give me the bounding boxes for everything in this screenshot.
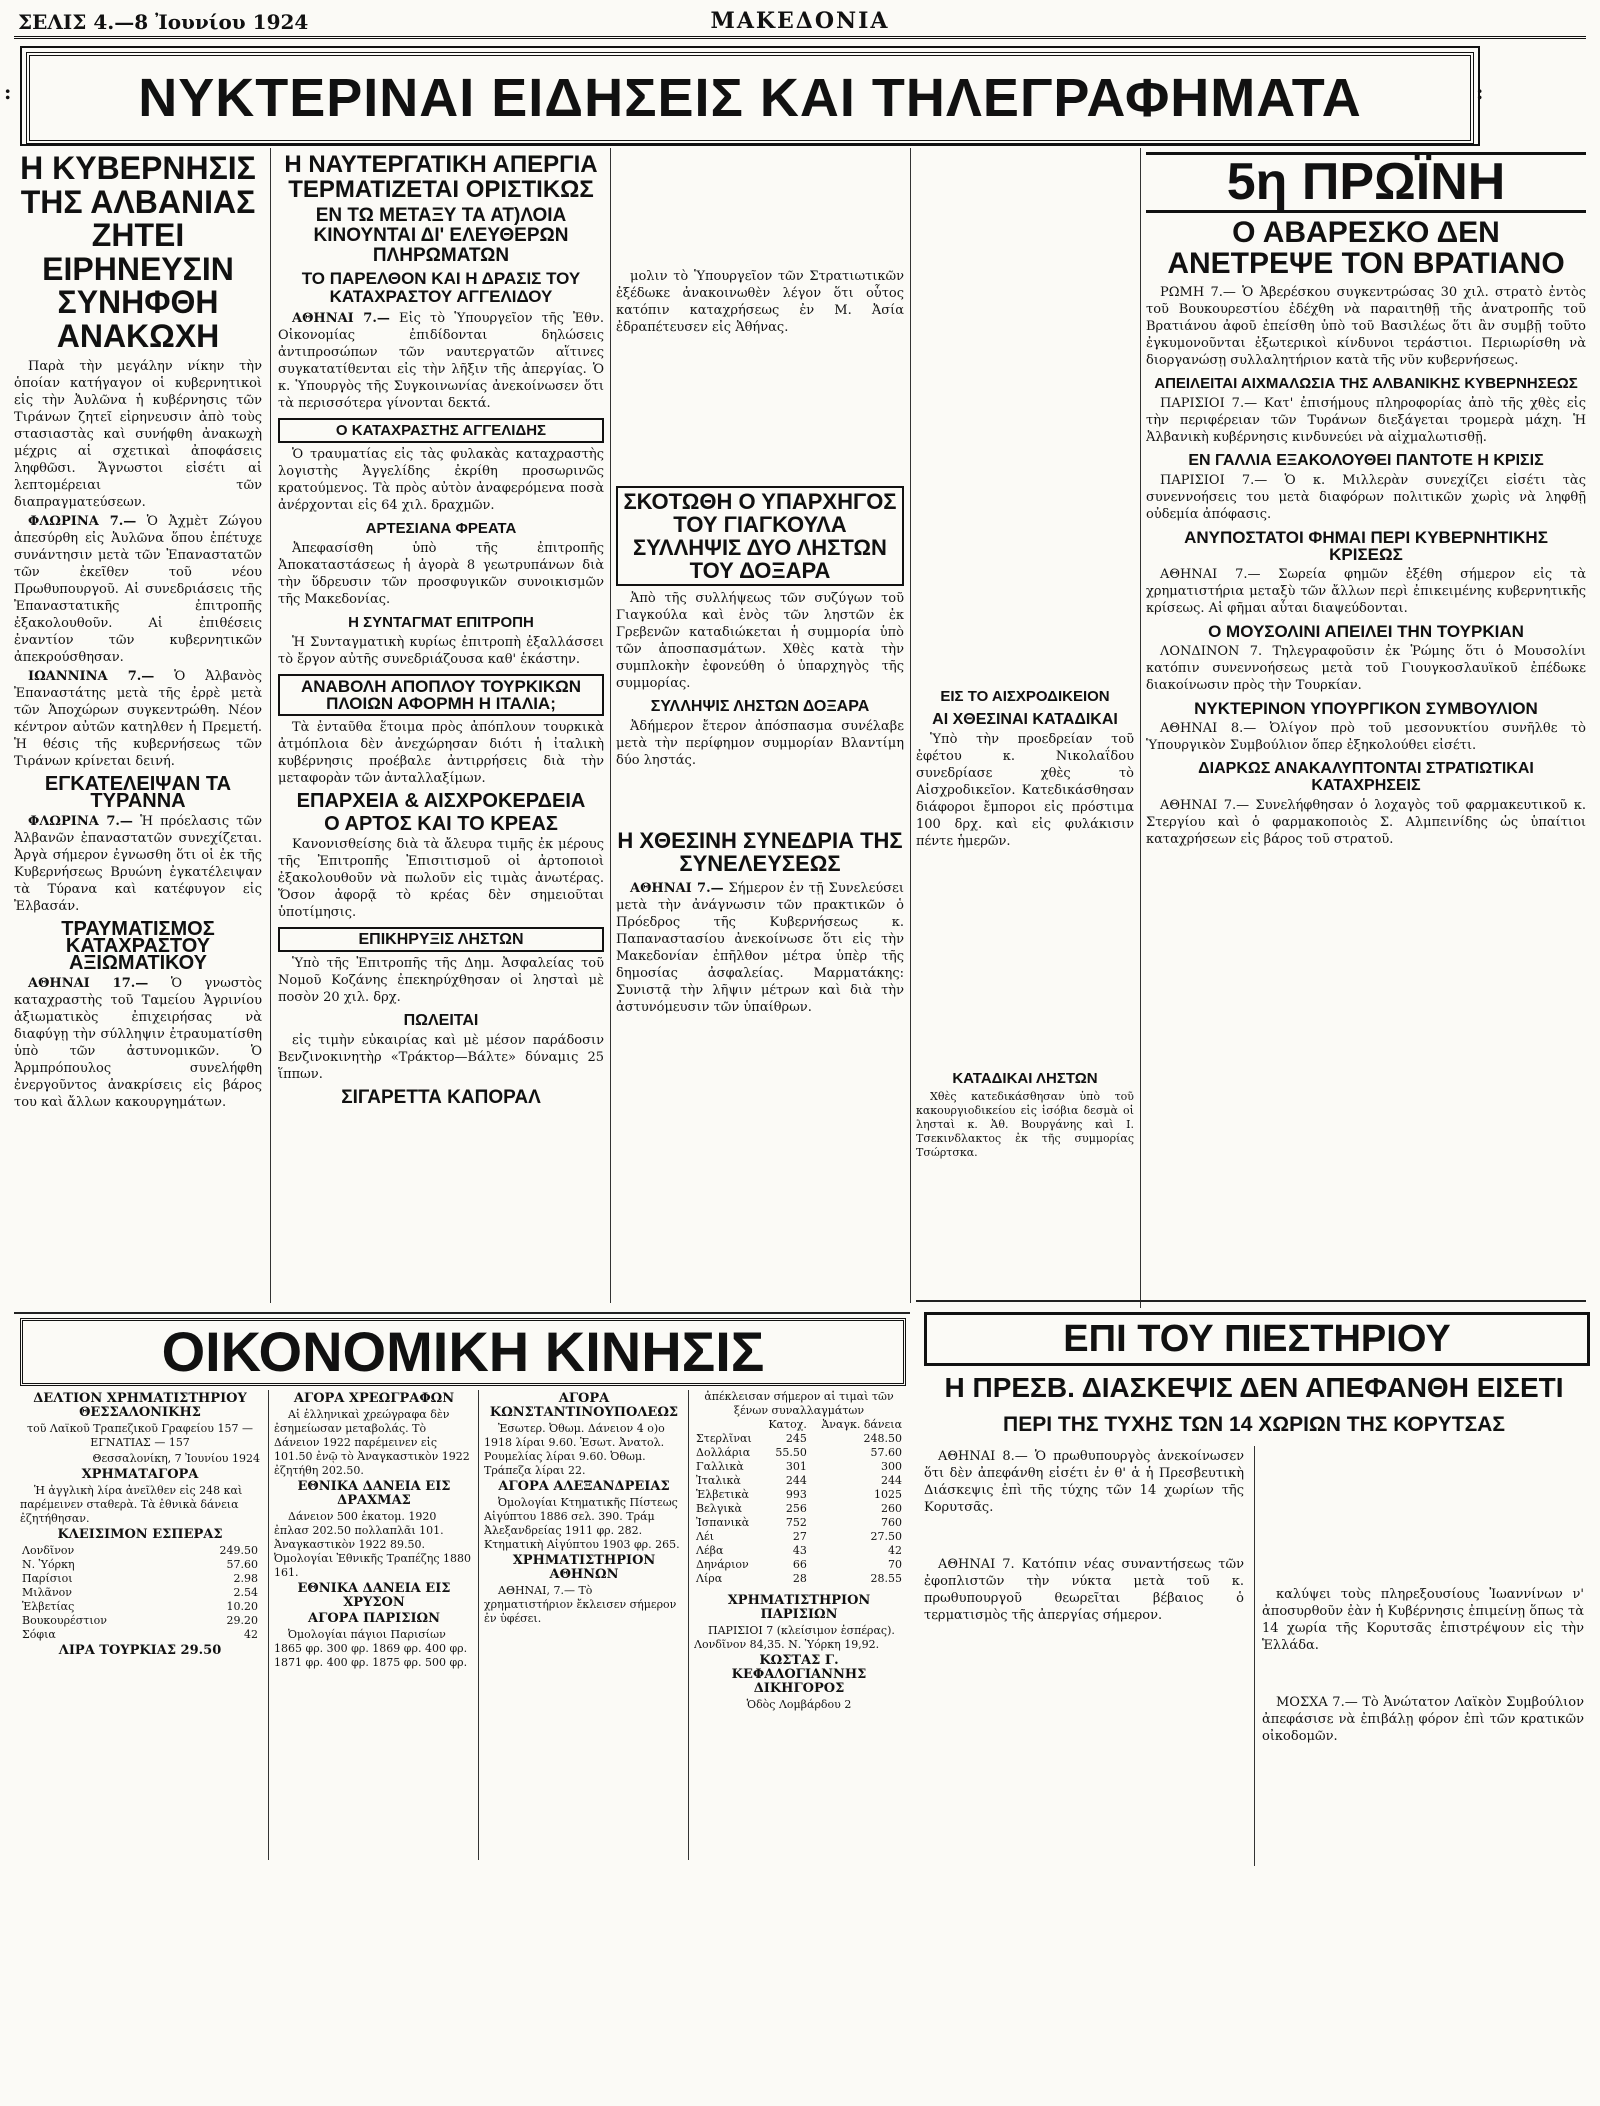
subhead: ΑΠΕΙΛΕΙΤΑΙ ΑΙΧΜΑΛΩΣΙΑ ΤΗΣ ΑΛΒΑΝΙΚΗΣ ΚΥΒΕΡΝΗΣΕΩΣ — [1154, 374, 1578, 392]
fx-row — [694, 1474, 904, 1488]
article-text: ΑΘΗΝΑΙ 7. Κατόπιν νέας συναντήσεως τῶν ἐφοπλιστῶν τὴν νύκτα μετὰ τοῦ κ. πρωθυπουργοῦ θεωρεῖται βέβαιος ὁ τερματισμὸς τῆς ἀπεργίας σήμερον. — [924, 1557, 1244, 1623]
subhead: ΣΥΛΛΗΨΙΣ ΛΗΣΤΩΝ ΔΟΞΑΡΑ — [650, 698, 870, 716]
economics-title: ΟΙΚΟΝΟΜΙΚΗ ΚΙΝΗΣΙΣ — [20, 1318, 906, 1386]
page-header — [14, 6, 1586, 39]
masthead: ΜΑΚΕΔΟΝΙΑ — [710, 8, 890, 34]
article-text: Ὁ γνωστὸς καταχραστὴς τοῦ Ταμείου Ἀγρινίου ἀξιωματικὸς ἐπιχειρήσας νὰ διαφύγῃ τὴν σύλληψιν ἐτραυματίσθη ὑπὸ τῶν ἀστυνομικῶν. Ὁ Ἀρμπρόπουλος συνελήφθη ἐνεργοῦντος ἀνακρίσεις εἰς βάρος του καὶ ἄλλων κακουργημάτων. — [14, 975, 262, 1110]
paris-market-text: Ὀμολογίαι πάγιοι Παρισίων 1865 φρ. 300 φρ. 1869 φρ. 400 φρ. 1871 φρ. 400 φρ. 1875 φρ. 500 φρ. — [274, 1628, 468, 1669]
turkish-lira: ΛΙΡΑ ΤΟΥΡΚΙΑΣ 29.50 — [58, 1643, 222, 1658]
subhead: ΝΥΚΤΕΡΙΝΟΝ ΥΠΟΥΡΓΙΚΟΝ ΣΥΜΒΟΥΛΙΟΝ — [1194, 698, 1538, 718]
market-title: ΧΡΗΜΑΤΑΓΟΡΑ — [81, 1467, 199, 1482]
headline-albania: Η ΚΥΒΕΡΝΗΣΙΣ ΤΗΣ ΑΛΒΑΝΙΑΣ ΖΗΤΕΙ ΕΙΡΗΝΕΥΣΙΝ ΣΥΝΗΦΘΗ ΑΝΑΚΩΧΗ — [20, 150, 256, 354]
fx-row — [694, 1502, 904, 1516]
securities-text: Αἱ ἑλληνικαὶ χρεώγραφα δὲν ἐσημείωσαν μεταβολάς. Τὸ Δάνειον 1922 παρέμεινεν εἰς 101.50 ἐνῷ τὸ Ἀναγκαστικὸν 1922 ἐζητήθη 202.50. — [274, 1408, 470, 1477]
fx-value-b: 70 — [888, 1558, 902, 1571]
fx-currency: Ἰσπανικὰ — [696, 1516, 750, 1529]
rate-row — [20, 1600, 260, 1614]
section-divider — [14, 1312, 910, 1314]
fx-row — [694, 1432, 904, 1446]
press-column-right — [1262, 1446, 1584, 1866]
fx-value-b: 57.60 — [870, 1446, 902, 1459]
column-rule — [910, 148, 911, 1303]
article-text: Ὑπὸ τὴν προεδρείαν τοῦ ἐφέτου κ. Νικολαΐδου συνεδρίασε χθὲς τὸ Αἰσχροδικεῖον. Κατεδικάσθησαν διάφοροι ἔμποροι εἰς πρόστιμα 100 δρχ. καὶ εἰς φυλάκισιν πέντε ἡμερῶν. — [916, 732, 1134, 849]
rate-name: Μιλᾶνον — [22, 1586, 72, 1599]
alexandria-title: ΑΓΟΡΑ ΑΛΕΞΑΝΔΡΕΙΑΣ — [498, 1479, 670, 1494]
subhead: ΕΙΣ ΤΟ ΑΙΣΧΡΟΔΙΚΕΙΟΝ — [940, 688, 1110, 705]
loans-drachma-text: Δάνειον 500 ἑκατομ. 1920 ἐπλασ 202.50 πολλαπλᾶι 101. Ἀναγκαστικὸν 1922 89.50. Ὀμολογίαι Ἐθνικῆς Τραπέζης 1880 161. — [274, 1510, 472, 1579]
section-banner: ΝΥΚΤΕΡΙΝΑΙ ΕΙΔΗΣΕΙΣ ΚΑΙ ΤΗΛΕΓΡΑΦΗΜΑΤΑ — [26, 52, 1474, 144]
alexandria-text: Ὀμολογίαι Κτηματικῆς Πίστεως Αἰγύπτου 1886 σελ. 390. Τράμ Ἀλεξανδρείας 1911 φρ. 282. Κτηματικὴ Αἰγύπτου 1903 φρ. 265. — [484, 1496, 680, 1551]
rate-name: Λονδῖνον — [22, 1544, 75, 1557]
article-text: Ὁ Ἀλβανὸς Ἐπαναστάτης μετὰ τῆς ἐρρὲ μετὰ τῶν Ἀποχώρων συγκεντρώθη. Νέον κέντρον αὐτῶν κατηλθεν ἡ Πρεμετή. Ἡ θέσις τῆς κυβερνήσεως τῶν Τιράνων κρίνεται δεινή. — [14, 668, 262, 769]
bulletin-date: Θεσσαλονίκη, 7 Ἰουνίου 1924 — [92, 1452, 260, 1465]
securities-title: ΑΓΟΡΑ ΧΡΕΩΓΡΑΦΩΝ — [293, 1391, 455, 1406]
subhead: ΕΓΚΑΤΕΛΕΙΨΑΝ ΤΑ ΤΥΡΑΝΝΑ — [44, 772, 232, 812]
classified-text: εἰς τιμὴν εὐκαιρίας καὶ μὲ μέσον παράδοσιν Βενζινοκινητὴρ «Τράκτορ—Βάλτε» δύναμις 25 ἵππων. — [278, 1032, 604, 1082]
rate-row — [20, 1586, 260, 1600]
headline-assembly: Η ΧΘΕΣΙΝΗ ΣΥΝΕΔΡΙΑ ΤΗΣ ΣΥΝΕΛΕΥΣΕΩΣ — [617, 828, 903, 877]
article-text: Παρὰ τὴν μεγάλην νίκην τὴν ὁποίαν κατήγαγον οἱ κυβερνητικοὶ εἰς τὴν Ἀυλῶνα ἡ κυβέρνησις τῶν Τιράνων ζητεῖ εἰρηνευσιν ἀπὸ τοὺς στασιαστὰς καὶ συνήφθη ἀνακωχὴ μέχρις αἱ σχετικαὶ ἀποφάσεις ληφθῶσι. Ἄγνωστοι εἰσέτι αἱ λεπτομέρειαι τῶν διαπραγματεύσεων. — [14, 358, 262, 510]
banner-ornament-right: : — [1476, 80, 1484, 104]
column-bandits — [616, 148, 904, 1308]
fx-value-b: 27.50 — [870, 1530, 902, 1543]
column-rule — [688, 1390, 689, 1860]
subhead: Ο ΚΑΤΑΧΡΑΣΤΗΣ ΑΓΓΕΛΙΔΗΣ — [278, 418, 604, 443]
article-text: ΜΟΣΧΑ 7.— Τὸ Ἀνώτατον Λαϊκὸν Συμβούλιον ἀπεφάσισε νὰ ἐπιβάλῃ φόρον ἐπὶ τῶν κρατικῶν οἰκοδομῶν. — [1262, 1695, 1584, 1744]
rate-value: 10.20 — [226, 1600, 258, 1613]
rate-name: Παρίσιοι — [22, 1572, 73, 1585]
article-text: Ὑπὸ τῆς Ἐπιτροπῆς τῆς Δημ. Ἀσφαλείας τοῦ Νομοῦ Κοζάνης ἐπεκηρύχθησαν οἱ λησταὶ μὲ ποσὸν 20 χιλ. δρχ. — [278, 955, 604, 1005]
dateline: ΑΘΗΝΑΙ 17.— — [28, 975, 149, 991]
subhead: ΑΝΥΠΟΣΤΑΤΟΙ ΦΗΜΑΙ ΠΕΡΙ ΚΥΒΕΡΝΗΤΙΚΗΣ ΚΡΙΣΕΩΣ — [1184, 527, 1548, 564]
subhead: ΕΝ ΓΑΛΛΙΑ ΕΞΑΚΟΛΟΥΘΕΙ ΠΑΝΤΟΤΕ Η ΚΡΙΣΙΣ — [1188, 451, 1544, 469]
page-number-date: ΣΕΛΙΣ 4.—8 Ἰουνίου 1924 — [18, 10, 309, 34]
subhead: ΕΠΑΡΧΕΙΑ & ΑΙΣΧΡΟΚΕΡΔΕΙΑ — [296, 789, 586, 812]
fx-row — [694, 1460, 904, 1474]
article-text: Ὁ Ἀχμὲτ Ζώγου ἀπεσύρθη εἰς Ἀυλῶνα ὅπου ἐπέτυχε συνάντησιν μετὰ τῶν Ἐπαναστατῶν τῶν ἐκεῖθεν τοῦ νέου Πρωθυπουργοῦ. Αἱ συνεδριάσεις τῆς Ἐπαναστατικῆς ἐπιτροπῆς ἐξακολουθοῦν. Αἱ ἐπιθέσεις ἐναντίον τῶν κυβερνητικῶν ἀπεκρούσθησαν. — [14, 513, 262, 665]
athens-exchange-text: ΑΘΗΝΑΙ, 7.— Τὸ χρηματιστήριον ἔκλεισεν σήμερον ἐν ὑφέσει. — [484, 1584, 677, 1625]
article-text: Σήμερον ἐν τῇ Συνελεύσει μετὰ τὴν ἀνάγνωσιν τῶν πρακτικῶν ὁ Πρόεδρος τῆς Κυβερνήσεως κ. Παπαναστασίου ἀνεκοίνωσε ὅτι εἰς τὴν Μακεδονίαν ἐπῆλθον μέτρα ὑπὲρ τῆς δημοσίας ἀσφαλείας. Μαρματάκης: Συνιστᾷ τὴν λῆψιν μέτρων καὶ διὰ τὴν ἀστυνόμευσιν τῶν ὑπαίθρων. — [616, 880, 904, 1015]
closing-rates-table — [20, 1544, 260, 1642]
rate-value: 42 — [244, 1628, 258, 1641]
rate-row — [20, 1614, 260, 1628]
subhead: ΑΡΤΕΣΙΑΝΑ ΦΡΕΑΤΑ — [365, 519, 517, 537]
column-morning — [1146, 148, 1586, 1308]
subhead: Ο ΑΡΤΟΣ ΚΑΙ ΤΟ ΚΡΕΑΣ — [324, 812, 558, 835]
press-title: ΕΠΙ ΤΟΥ ΠΙΕΣΤΗΡΙΟΥ — [924, 1312, 1590, 1366]
rate-name: Ν. Ὑόρκη — [22, 1558, 75, 1571]
article-text: ΑΘΗΝΑΙ 8.— Ὁ πρωθυπουργὸς ἀνεκοίνωσεν ὅτι δὲν ἀπεφάνθη εἰσέτι ἐν θ' ἁ ἡ Πρεσβευτικὴ Διάσκεψις ἐπὶ τῆς τύχης τῶν 14 χωρίων τῆς Κορυτσᾶς. — [924, 1449, 1244, 1515]
rate-value: 249.50 — [219, 1544, 258, 1557]
headline-strike: Η ΝΑΥΤΕΡΓΑΤΙΚΗ ΑΠΕΡΓΙΑ ΤΕΡΜΑΤΙΖΕΤΑΙ ΟΡΙΣΤΙΚΩΣ — [284, 151, 598, 204]
article-text: Κανονισθείσης διὰ τὰ ἄλευρα τιμῆς ἐκ μέρους τῆς Ἐπιτροπῆς Ἐπισιτισμοῦ οἱ ἀρτοποιοὶ ἐξακολουθοῦν νὰ πωλοῦν εἰς τιμὰς ἀνωτέρας. Ὅσον ἀφορᾷ τὸ κρέας δὲν σημειοῦται ὑποτίμησις. — [278, 836, 604, 920]
market-text: Ἡ ἀγγλικὴ λίρα ἀνεῖλθεν εἰς 248 καὶ παρέμεινεν σταθερὰ. Τὰ ἐθνικὰ δάνεια ἐζητήθησαν. — [20, 1484, 243, 1525]
rate-row — [20, 1572, 260, 1586]
article-text: ΑΘΗΝΑΙ 7.— Σωρεία φημῶν ἐξέθη σήμερον εἰς τὰ χρηματιστήρια μεταξὺ τῶν ἄλλων περὶ ἐπικειμένης κυβερνητικῆς κρίσεως. Αἱ φῆμαι αὗται διαψεύδονται. — [1146, 566, 1586, 616]
subhead: Η ΣΥΝΤΑΓΜΑΤ ΕΠΙΤΡΟΠΗ — [348, 613, 534, 631]
fx-value-b: 248.50 — [863, 1432, 902, 1445]
column-court — [916, 148, 1134, 1308]
fx-value-a: 245 — [785, 1432, 807, 1445]
fx-intro: ἀπέκλεισαν σήμερον αἱ τιμαὶ τῶν ξένων συναλλαγμάτων — [704, 1390, 894, 1417]
article-text: Ἀπὸ τῆς συλλήψεως τῶν συζύγων τοῦ Γιαγκούλα καὶ ἑνὸς τῶν ληστῶν ἐκ Γρεβενῶν καταδιώκεται ἡ συμμορία ὑπὸ τῶν ἀποσπασμάτων. Χθὲς κατὰ τὴν συμπλοκὴν ἐφονεύθη ὁ ὑπαρχηγὸς τῆς συμμορίας. — [616, 591, 904, 692]
fx-head: Ἀναγκ. δάνεια — [821, 1418, 902, 1431]
press-subheadline: Η ΠΡΕΣΒ. ΔΙΑΣΚΕΨΙΣ ΔΕΝ ΑΠΕΦΑΝΘΗ ΕΙΣΕΤΙ — [944, 1372, 1564, 1403]
bulletin-subtitle: τοῦ Λαϊκοῦ Τραπεζικοῦ Γραφείου 157 — ΕΓΝΑΤΙΑΣ — 157 — [27, 1422, 253, 1449]
subhead: ΚΑΤΑΔΙΚΑΙ ΛΗΣΤΩΝ — [952, 1070, 1098, 1087]
fx-row — [694, 1530, 904, 1544]
banner-ornament-left: : — [4, 80, 12, 104]
fx-currency: Λίρα — [696, 1572, 723, 1585]
article-text: Εἰς τὸ Ὑπουργεῖον τῆς Ἐθν. Οἰκονομίας ἐπιδίδονται δηλώσεις ἀντιπροσώπων τῶν ναυτεργατῶν αἵτινες συγκατατίθενται εἰς τὴν λῆξιν τῆς ἀπεργίας. Ὁ κ. Ὑπουργὸς τῆς Συγκοινωνίας ἀνεκοίνωσεν ὅτι τὰ περισσότερα γίνονται δεκτά. — [278, 310, 604, 411]
bulletin-column — [20, 1390, 260, 1860]
loans-gold-title: ΕΘΝΙΚΑ ΔΑΝΕΙΑ ΕΙΣ ΧΡΥΣΟΝ — [297, 1581, 451, 1610]
fx-value-a: 244 — [785, 1474, 807, 1487]
fx-value-a: 752 — [785, 1516, 807, 1529]
article-text: ΛΟΝΔΙΝΟΝ 7. Τηλεγραφοῦσιν ἐκ Ῥώμης ὅτι ὁ Μουσολίνι κατόπιν συνεννοήσεως μετὰ τοῦ Γιουγκοσλαυϊκοῦ ἐπέδωκε διακοίνωσιν πρὸς τὴν Τουρκίαν. — [1146, 643, 1586, 693]
headline-romania: Ο ΑΒΑΡΕΣΚΟ ΔΕΝ ΑΝΕΤΡΕΨΕ ΤΟΝ ΒΡΑΤΙΑΝΟ — [1167, 215, 1565, 281]
advertisement: ΣΙΓΑΡΕΤΤΑ ΚΑΠΟΡΑΛ — [341, 1086, 541, 1108]
fx-value-b: 1025 — [874, 1488, 902, 1501]
fx-row — [694, 1558, 904, 1572]
fx-currency: Δηνάριον — [696, 1558, 749, 1571]
fx-value-b: 42 — [888, 1544, 902, 1557]
fx-row — [694, 1544, 904, 1558]
article-text: Ἀδήμερον ἔτερον ἀπόσπασμα συνέλαβε μετὰ τὴν περίφημον συμμορίαν Βλαντίμη δύο ληστάς. — [616, 719, 904, 769]
column-strike — [278, 148, 604, 1308]
fx-currency: Λέι — [696, 1530, 714, 1543]
rate-row — [20, 1544, 260, 1558]
article-text: ΠΑΡΙΣΙΟΙ 7.— Κατ' ἐπισήμους πληροφορίας ἀπὸ τῆς χθὲς εἰς τὴν περιφέρειαν τῶν Τυράνων διεξάγεται τρομερὰ μάχη. Ἡ Ἀλβανικὴ κυβέρνησις κινδυνεύει νὰ αἰχμαλωτισθῇ. — [1146, 395, 1586, 445]
fx-row — [694, 1516, 904, 1530]
fx-row — [694, 1446, 904, 1460]
article-text: Ἀπεφασίσθη ὑπὸ τῆς ἐπιτροπῆς Ἀποκαταστάσεως ἡ ἀγορὰ 8 γεωτρυπάνων διὰ τὴν ὕδρευσιν τῶν προσφυγικῶν συνοικισμῶν τῆς Μακεδονίας. — [278, 540, 604, 607]
fx-value-a: 256 — [785, 1502, 807, 1515]
law-firm-ad: ΚΩΣΤΑΣ Γ. ΚΕΦΑΛΟΓΙΑΝΝΗΣ ΔΙΚΗΓΟΡΟΣ — [731, 1653, 867, 1696]
section-divider — [916, 1300, 1586, 1302]
paris-exchange-text: ΠΑΡΙΣΙΟΙ 7 (κλείσιμον ἑσπέρας). Λονδῖνον 84,35. Ν. Ὑόρκη 19,92. — [694, 1624, 895, 1651]
closing-title: ΚΛΕΙΣΙΜΟΝ ΕΣΠΕΡΑΣ — [57, 1527, 223, 1542]
dateline: ΦΛΩΡΙΝΑ 7.— — [28, 813, 133, 829]
column-rule — [270, 148, 271, 1303]
column-rule — [1140, 148, 1141, 1308]
fx-table — [694, 1418, 904, 1586]
fx-currency: Ἑλβετικὰ — [696, 1488, 749, 1501]
loans-drachma-title: ΕΘΝΙΚΑ ΔΑΝΕΙΑ ΕΙΣ ΔΡΑΧΜΑΣ — [297, 1479, 451, 1508]
rate-name: Βουκουρέστιον — [22, 1614, 107, 1627]
fx-value-a: 301 — [785, 1460, 807, 1473]
rate-name: Ἑλβετίας — [22, 1600, 75, 1613]
constantinople-column — [484, 1390, 684, 1860]
fx-currency: Δολλάρια — [696, 1446, 751, 1459]
fx-value-b: 760 — [881, 1516, 902, 1529]
press-column-left — [924, 1446, 1244, 1866]
fx-value-b: 28.55 — [870, 1572, 902, 1585]
fx-currency: Βελγικὰ — [696, 1502, 742, 1515]
fx-currency: Στερλῖναι — [696, 1432, 752, 1445]
subhead-boxed: ΑΝΑΒΟΛΗ ΑΠΟΠΛΟΥ ΤΟΥΡΚΙΚΩΝ ΠΛΟΙΩΝ ΑΦΟΡΜΗ Η ΙΤΑΛΙΑ; — [278, 674, 604, 716]
fx-value-a: 27 — [792, 1530, 807, 1543]
bulletin-title: ΔΕΛΤΙΟΝ ΧΡΗΜΑΤΙΣΤΗΡΙΟΥ ΘΕΣΣΑΛΟΝΙΚΗΣ — [33, 1391, 247, 1420]
paris-exchange-title: ΧΡΗΜΑΤΙΣΤΗΡΙΟΝ ΠΑΡΙΣΙΩΝ — [727, 1593, 871, 1622]
securities-column — [274, 1390, 474, 1860]
rate-value: 2.54 — [233, 1586, 258, 1599]
fx-head — [694, 1418, 761, 1432]
dateline: ΑΘΗΝΑΙ 7.— — [292, 310, 390, 326]
fx-value-a: 55.50 — [775, 1446, 807, 1459]
column-rule — [268, 1390, 269, 1860]
article-text: ΠΑΡΙΣΙΟΙ 7.— Ὁ κ. Μιλλερὰν συνεχίζει εἰσέτι τὰς συνεννοήσεις του μετὰ διαφόρων πολιτικῶν χωρὶς νὰ ληφθῇ οὐδεμία ἀπόφασις. — [1146, 472, 1586, 522]
rate-value: 57.60 — [226, 1558, 258, 1571]
dateline: ΦΛΩΡΙΝΑ 7.— — [28, 513, 137, 529]
article-text: Ἡ Συνταγματικὴ κυρίως ἐπιτροπὴ ἐξαλλάσσει τὸ ἔργον αὐτῆς συνεδριάζουσα καθ' ἑκάστην. — [278, 634, 604, 667]
column-rule — [1254, 1446, 1255, 1866]
classified-title: ΠΩΛΕΙΤΑΙ — [403, 1011, 479, 1029]
subhead: ΑΙ ΧΘΕΣΙΝΑΙ ΚΑΤΑΔΙΚΑΙ — [932, 711, 1118, 728]
fx-row — [694, 1572, 904, 1586]
subheadline: ΤΟ ΠΑΡΕΛΘΟΝ ΚΑΙ Η ΔΡΑΣΙΣ ΤΟΥ ΚΑΤΑΧΡΑΣΤΟΥ ΑΓΓΕΛΙΔΟΥ — [301, 269, 581, 307]
dateline: ΑΘΗΝΑΙ 7.— — [630, 880, 724, 896]
article-text: ΡΩΜΗ 7.— Ὁ Ἀβερέσκου συγκεντρώσας 30 χιλ. στρατὸ ἐντὸς τοῦ Βουκουρεστίου ἐδέχθη νὰ παραιτηθῇ τῆς ἀνατροπῆς τοῦ Βρατιάνου ἀφοῦ ἐπείσθη ὑπὸ τοῦ Βασιλέως ὅτι ἂν συμβῇ τοῦτο ἐγκυμονοῦνται ἐξωτερικοὶ κίνδυνοι τεράστιοι. Περιωρίσθη νὰ διοργανώσῃ συλλαλητήριον κατὰ τῆς νῦν κυβερνήσεως. — [1146, 284, 1586, 368]
article-text: Ὁ τραυματίας εἰς τὰς φυλακὰς καταχραστὴς λογιστὴς Ἀγγελίδης ἐκρίθη προσωρινῶς κρατούμενος. Τὰ πρὸς αὐτὸν ἀναφερόμενα ποσὰ ἀνέρχονται εἰς 64 χιλ. δραχμῶν. — [278, 446, 604, 513]
article-text: Ἡ πρόελασις τῶν Ἀλβανῶν ἐπαναστατῶν συνεχίζεται. Ἀργὰ σήμερον ἐγνωσθη ὅτι οἱ ἐκ τῆς Κυβερνήσεως Βρυώνη ἐγκατέλειψαν τὰ Τύρανα καὶ κατέφυγον εἰς Ἐλβασάν. — [14, 813, 262, 914]
headline-bandits: ΣΚΟΤΩΘΗ Ο ΥΠΑΡΧΗΓΟΣ ΤΟΥ ΓΙΑΓΚΟΥΛΑ ΣΥΛΛΗΨΙΣ ΔΥΟ ΛΗΣΤΩΝ ΤΟΥ ΔΟΞΑΡΑ — [616, 486, 904, 586]
rate-value: 2.98 — [233, 1572, 258, 1585]
rate-row — [20, 1558, 260, 1572]
athens-exchange-title: ΧΡΗΜΑΤΙΣΤΗΡΙΟΝ ΑΘΗΝΩΝ — [512, 1553, 656, 1582]
constantinople-title: ΑΓΟΡΑ ΚΩΝΣΤΑΝΤΙΝΟΥΠΟΛΕΩΣ — [489, 1391, 679, 1420]
fx-value-b: 244 — [881, 1474, 902, 1487]
subhead: ΤΡΑΥΜΑΤΙΣΜΟΣ ΚΑΤΑΧΡΑΣΤΟΥ ΑΞΙΩΜΑΤΙΚΟΥ — [61, 917, 215, 974]
fx-currency: Λέβα — [696, 1544, 724, 1557]
subhead: ΔΙΑΡΚΩΣ ΑΝΑΚΑΛΥΠΤΟΝΤΑΙ ΣΤΡΑΤΙΩΤΙΚΑΙ ΚΑΤΑΧΡΗΣΕΙΣ — [1198, 759, 1534, 794]
subhead-boxed: ΕΠΙΚΗΡΥΞΙΣ ΛΗΣΤΩΝ — [278, 927, 604, 952]
article-text: ΑΘΗΝΑΙ 8.— Ὀλίγον πρὸ τοῦ μεσονυκτίου συνῆλθε τὸ Ὑπουργικὸν Συμβούλιον ὅπερ ἐξηκολούθει εἰσέτι. — [1146, 720, 1586, 753]
fx-value-a: 28 — [792, 1572, 807, 1585]
article-text: Τὰ ἐνταῦθα ἕτοιμα πρὸς ἀπόπλουν τουρκικὰ ἀτμόπλοια δὲν ἀνεχώρησαν διότι ἡ ἰταλικὴ κυβέρνησις προέβαλε ἀντιρρήσεις διὰ τὴν μεταφορὰν τῶν ἀνταλλαξίμων. — [278, 719, 604, 786]
paris-market-title: ΑΓΟΡΑ ΠΑΡΙΣΙΩΝ — [308, 1611, 440, 1626]
fx-value-b: 300 — [881, 1460, 902, 1473]
fx-value-a: 43 — [792, 1544, 807, 1557]
fx-currency: Ἰταλικὰ — [696, 1474, 741, 1487]
article-text: μολιν τὸ Ὑπουργεῖον τῶν Στρατιωτικῶν ἐξέδωκε ἀνακοινωθὲν λέγον ὅτι οὗτος κατόπιν καταχρήσεως ἐν Μ. Ἀσία ἐδραπέτευσεν εἰς Ἀθήνας. — [616, 269, 904, 335]
constantinople-text: Ἐσωτερ. Ὀθωμ. Δάνειον 4 ο)ο 1918 λίραι 9.60. Ἐσωτ. Ἀνατολ. Ρουμελίας λίραι 9.60. Ὀθωμ. Τράπεζα λίραι 22. — [484, 1422, 665, 1477]
fx-value-a: 66 — [792, 1558, 807, 1571]
fx-value-a: 993 — [785, 1488, 807, 1501]
subheadline: ΕΝ ΤΩ ΜΕΤΑΞΥ ΤΑ ΑΤ)ΛΟΙΑ ΚΙΝΟΥΝΤΑΙ ΔΙ' ΕΛΕΥΘΕΡΩΝ ΠΛΗΡΩΜΑΤΩΝ — [313, 205, 569, 267]
morning-edition-title: 5η ΠΡΩΪΝΗ — [1146, 152, 1586, 213]
dateline: ΙΩΑΝΝΙΝΑ 7.— — [28, 668, 155, 684]
fx-column — [694, 1390, 904, 1860]
column-rule — [610, 148, 611, 1303]
subhead: Ο ΜΟΥΣΟΛΙΝΙ ΑΠΕΙΛΕΙ ΤΗΝ ΤΟΥΡΚΙΑΝ — [1208, 621, 1524, 641]
law-firm-address: Ὁδὸς Λομβάρδου 2 — [746, 1698, 852, 1711]
article-text: ΑΘΗΝΑΙ 7.— Συνελήφθησαν ὁ λοχαγὸς τοῦ φαρμακευτικοῦ κ. Στεργίου καὶ ὁ φαρμακοποιὸς Σ. Αλμπεινίδης ὡς ὑπαίτιοι καταχρήσεων εἰς βάρος τοῦ στρατοῦ. — [1146, 797, 1586, 847]
column-albania — [14, 148, 262, 1308]
column-rule — [478, 1390, 479, 1860]
press-subheadline: ΠΕΡΙ ΤΗΣ ΤΥΧΗΣ ΤΩΝ 14 ΧΩΡΙΩΝ ΤΗΣ ΚΟΡΥΤΣΑΣ — [1003, 1413, 1505, 1436]
article-text: καλύψει τοὺς πληρεξουσίους Ἰωαννίνων ν' ἀποσυρθοῦν ἐὰν ἡ Κυβέρνησις ἐπιμείνῃ ὅπως τὰ 14 χωρία τῆς Κορυτσᾶς ἐπιστρέψουν εἰς τὴν Ἑλλάδα. — [1262, 1587, 1584, 1653]
fx-currency: Γαλλικὰ — [696, 1460, 744, 1473]
fx-head: Κατοχ. — [768, 1418, 807, 1431]
rate-row — [20, 1628, 260, 1642]
article-text: Χθὲς κατεδικάσθησαν ὑπὸ τοῦ κακουργιοδικείου εἰς ἰσόβια δεσμὰ οἱ λησταὶ κ. Ἀθ. Βουργάνης καὶ Ι. Τσεκινδλακτος ἐκ τῆς συμμορίας Τσώρτσκα. — [916, 1090, 1134, 1159]
fx-row — [694, 1488, 904, 1502]
rate-value: 29.20 — [226, 1614, 258, 1627]
fx-value-b: 260 — [881, 1502, 902, 1515]
rate-name: Σόφια — [22, 1628, 56, 1641]
